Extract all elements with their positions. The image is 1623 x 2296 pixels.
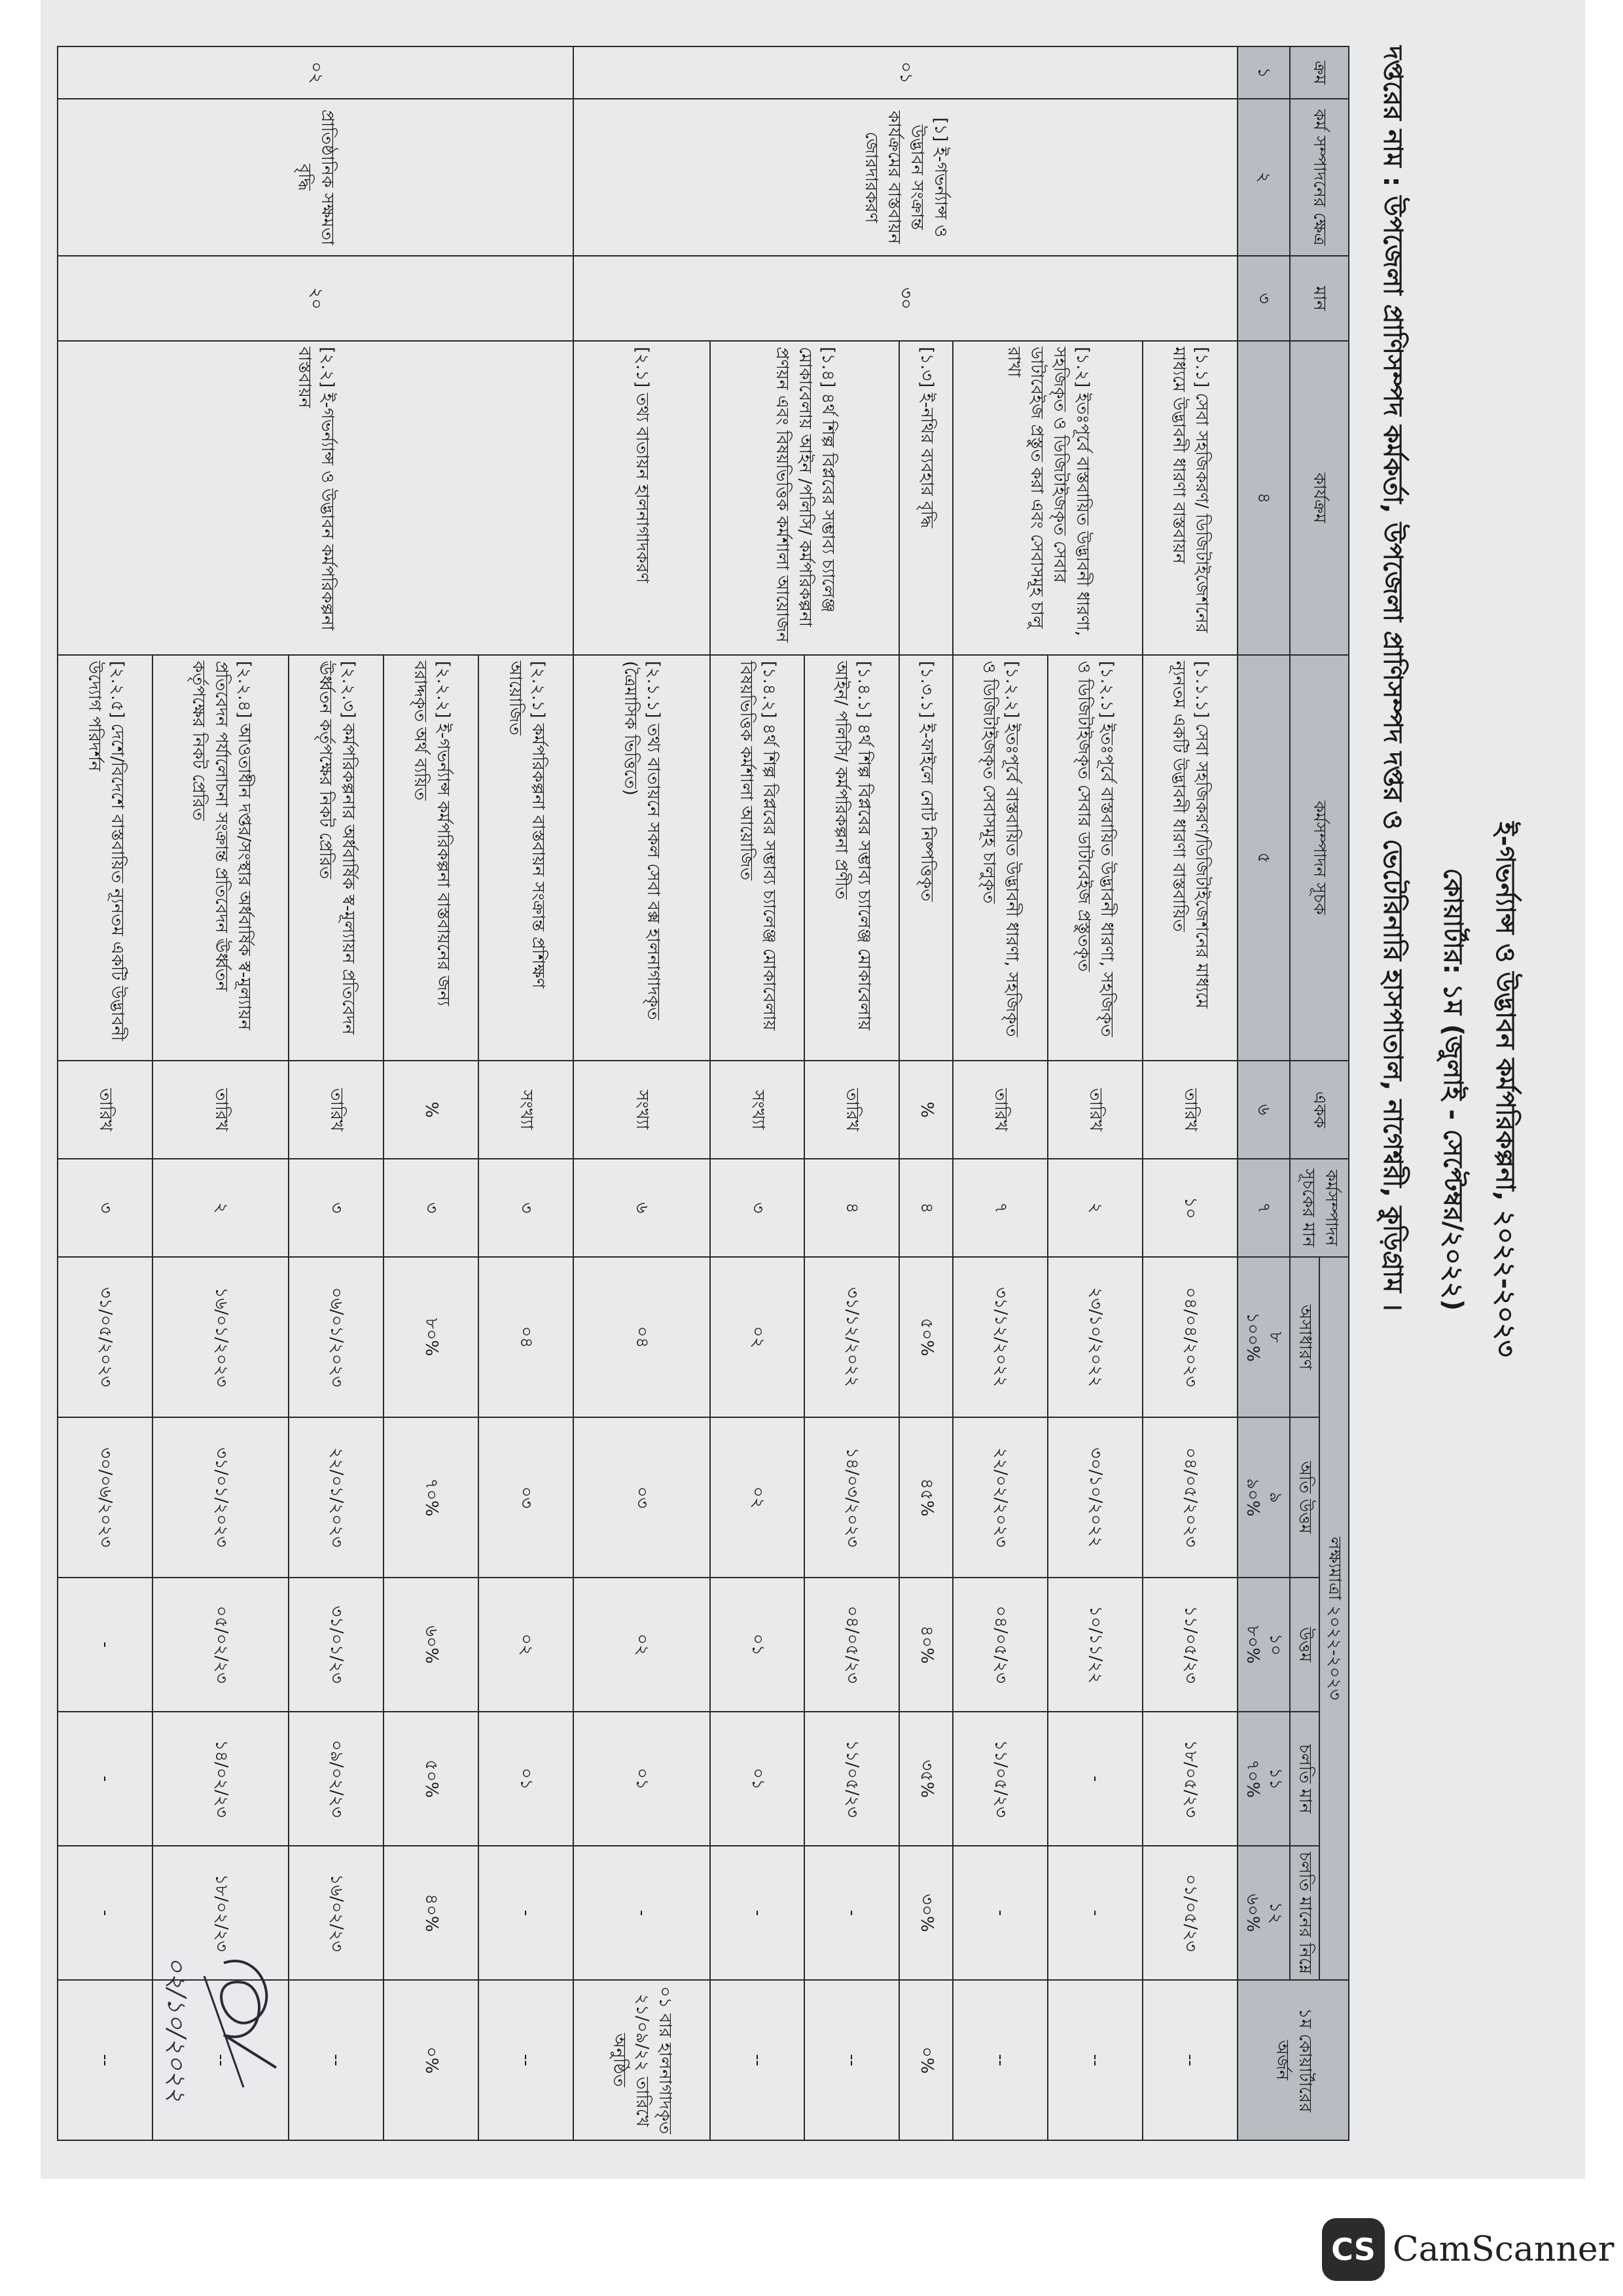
target-90: ৩১/০১/২০২৩ [152,1417,289,1578]
col-num: ৩ [1238,256,1290,341]
plan-title: ই-গভর্ন্যান্স ও উদ্ভাবন কর্মপরিকল্পনা, ২০২২-২০২৩ [1490,821,1520,1358]
col-num: ৫ [1238,655,1290,1061]
target-60: - [58,1846,152,1980]
indicator-cell: [১.২.১] ইতঃপূর্বে বাস্তবায়িত উদ্ভাবনী ধারণা, সহজিকৃত ও ডিজিটাইজকৃত সেবার ডাটাবেইজ প্রস্তুতকৃত [1048,655,1143,1061]
target-60: - [1048,1846,1143,1980]
target-80: ০৪/০৫/২৩ [804,1578,899,1712]
achievement-cell: -- [289,1980,383,2140]
weight-cell: ৭ [953,1159,1048,1257]
col-indicator: কর্মসম্পাদন সূচক [1290,655,1349,1061]
unit-cell: % [383,1061,478,1159]
rotated-document [41,0,1585,2179]
target-60: - [953,1846,1048,1980]
signature-date: ০২/১০/২০২২ [162,1956,191,2103]
group-weight: ২০ [58,256,573,341]
officer-signature [145,1937,302,2133]
target-70: ১১/০৫/২৩ [953,1712,1048,1846]
target-80: ৬০% [383,1578,478,1712]
col-num: ৮ [1265,1332,1285,1343]
target-70: ১৪/০২/২৩ [152,1712,289,1846]
group-weight: ৩০ [573,256,1237,341]
target-100: ৫০% [899,1257,953,1417]
indicator-cell: [২.২.৩] কর্মপরিকল্পনার অর্ধবার্ষিক স্ব-মূল্যায়ন প্রতিবেদন ঊর্ধ্বতন কর্তৃপক্ষের নিকট প্রেরিত [289,655,383,1061]
col-num: ৯ [1265,1492,1285,1503]
target-90: ০৪/০৫/২০২৩ [1143,1417,1238,1578]
unit-cell: সংখ্যা [478,1061,573,1159]
achievement-cell: -- [1143,1980,1238,2140]
indicator-cell: [১.২.২] ইতঃপূর্বে বাস্তবায়িত উদ্ভাবনী ধারণা, সহজিকৃত ও ডিজিটাইজকৃত সেবাসমূহ চালুকৃত [953,655,1048,1061]
target-90: ৪৫% [899,1417,953,1578]
target-100: ০৪ [573,1257,709,1417]
target-70: ০১ [710,1712,805,1846]
achievement-cell: -- [152,1980,289,2140]
achievement-cell: -- [1048,1980,1143,2140]
pct-90 [1238,1417,1290,1578]
indicator-cell: [২.১.১] তথ্য বাতায়নে সকল সেবা বক্স হালনাগাদকৃত (ত্রৈমাসিক ভিত্তিতে) [573,655,709,1061]
action-plan-table [57,46,1349,2141]
col-poor: চলতি মানের নিম্নে [1290,1846,1319,1980]
target-90: ১৪/০৩/২০২৩ [804,1417,899,1578]
weight-cell: ৩ [478,1159,573,1257]
target-90: ০২ [710,1417,805,1578]
col-num: ৭ [1238,1159,1290,1257]
weight-cell: ২ [152,1159,289,1257]
weight-cell: ৩ [710,1159,805,1257]
target-70: ৩৫% [899,1712,953,1846]
table-row [573,46,709,2140]
weight-cell: ৩ [383,1159,478,1257]
target-90: ৭০% [383,1417,478,1578]
pct-label: ৭০% [1242,1759,1262,1798]
target-100: ০২ [710,1257,805,1417]
pct-label: ৮০% [1242,1625,1262,1664]
indicator-cell: [১.৩.১] ই-ফাইলে নোট নিষ্পত্তিকৃত [899,655,953,1061]
group-serial: ০২ [58,46,573,99]
indicator-cell: [১.৪.২] ৪র্থ শিল্প বিপ্লবের সম্ভাব্য চ্যালেঞ্জ মোকাবেলায় বিষয়ভিত্তিক কর্মশালা আয়োজিত [710,655,805,1061]
achievement-cell: -- [953,1980,1048,2140]
pct-80 [1238,1578,1290,1712]
target-80: ১১/০৫/২৩ [1143,1578,1238,1712]
activity-cell: [১.২] ইতঃপূর্বে বাস্তবায়িত উদ্ভাবনী ধারণা, সহজিকৃত ও ডিজিটাইজকৃত সেবার ডাটাবেইজ প্রস্তুত করা এবং সেবাসমূহ চালু রাখা [953,341,1143,655]
col-fair: চলতি মান [1290,1712,1319,1846]
group-area: প্রাতিষ্ঠানিক সক্ষমতা বৃদ্ধি [58,99,573,256]
target-90: ৩০/১০/২০২২ [1048,1417,1143,1578]
activity-cell: [১.৪] ৪র্থ শিল্প বিপ্লবের সম্ভাব্য চ্যালেঞ্জ মোকাবেলায় আইন /পলিসি/ কর্মপরিকল্পনা প্রণয়ন এবং বিষয়ভিত্তিক কর্মশালা আয়োজন [710,341,900,655]
camscanner-logo-icon: CS [1322,2218,1385,2281]
unit-cell: তারিখ [804,1061,899,1159]
target-60: ০১/০৫/২৩ [1143,1846,1238,1980]
col-num: ১ [1238,46,1290,99]
col-num: ৪ [1238,341,1290,655]
target-90: ০৩ [573,1417,709,1578]
target-100: ৩১/১২/২০২২ [953,1257,1048,1417]
unit-cell: তারিখ [58,1061,152,1159]
unit-cell: তারিখ [953,1061,1048,1159]
col-serial: ক্রম [1290,46,1349,99]
office-name: দপ্তরের নাম : উপজেলা প্রাণিসম্পদ কর্মকর্তা, উপজেলা প্রাণিসম্পদ দপ্তর ও ভেটেরিনারি হাসপাতাল, নাগেশ্বরী, কুড়িগ্রাম । [1378,46,1408,1311]
col-indicator-weight: কর্মসম্পাদন সূচকের মান [1290,1159,1349,1257]
group-serial: ০১ [573,46,1237,99]
target-80: - [58,1578,152,1712]
weight-cell: ৩ [58,1159,152,1257]
indicator-cell: [১.১.১] সেবা সহজিকরণ/ডিজিটাইজেশনের মাধ্যমে ন্যূনতম একটি উদ্ভাবনী ধারণা বাস্তবায়িত [1143,655,1238,1061]
achievement-cell: ০% [899,1980,953,2140]
achievement-cell: ০% [383,1980,478,2140]
table-row [899,46,953,2140]
target-100: ৩১/০৫/২০২৩ [58,1257,152,1417]
col-good: উত্তম [1290,1578,1319,1712]
col-num: ১১ [1265,1767,1285,1790]
target-70: ০৯/০২/২৩ [289,1712,383,1846]
achievement-cell: -- [710,1980,805,2140]
pct-60 [1238,1846,1290,1980]
target-100: ০৪ [478,1257,573,1417]
target-100: ০৪/০৪/২০২৩ [1143,1257,1238,1417]
col-achievement: ১ম কোয়ার্টারের অর্জন [1238,1980,1349,2140]
target-60: - [478,1846,573,1980]
target-100: ৮০% [383,1257,478,1417]
target-80: ০১ [710,1578,805,1712]
table-row [1048,46,1143,2140]
target-80: ৩১/০১/২৩ [289,1578,383,1712]
table-row [804,46,899,2140]
achievement-cell: -- [804,1980,899,2140]
unit-cell: তারিখ [152,1061,289,1159]
target-80: ০২ [573,1578,709,1712]
target-100: ০৬/০১/২০২৩ [289,1257,383,1417]
achievement-cell: ০১ বার হালনাগাদকৃত ২১/০৯/২২ তারিখে অনুষ্ঠিত [573,1980,709,2140]
target-60: ৩০% [899,1846,953,1980]
target-60: - [573,1846,709,1980]
target-80: ০২ [478,1578,573,1712]
target-80: ০৫/০২/২৩ [152,1578,289,1712]
col-unit: একক [1290,1061,1349,1159]
col-num: ১২ [1265,1901,1285,1924]
target-70: - [1048,1712,1143,1846]
target-70: ১৮/০৫/২৩ [1143,1712,1238,1846]
target-60: ৪০% [383,1846,478,1980]
target-100: ৩১/১২/২০২২ [804,1257,899,1417]
camscanner-label: CamScanner [1393,2230,1614,2269]
unit-cell: তারিখ [1048,1061,1143,1159]
achievement-cell: -- [58,1980,152,2140]
target-60: - [710,1846,805,1980]
target-70: - [58,1712,152,1846]
target-100: ২৩/১০/২০২২ [1048,1257,1143,1417]
indicator-cell: [২.২.১] কর্মপরিকল্পনা বাস্তবায়ন সংক্রান্ত প্রশিক্ষণ আয়োজিত [478,655,573,1061]
pct-100 [1238,1257,1290,1417]
pct-label: ৬০% [1242,1894,1262,1932]
group-area: [১] ই-গভর্ন্যান্স ও উদ্ভাবন সংক্রান্ত কার্যক্রমের বাস্তবায়ন জোরদারকরণ [573,99,1237,256]
target-60: - [804,1846,899,1980]
col-weight: মান [1290,256,1349,341]
scanned-page [41,0,1585,2179]
unit-cell: তারিখ [289,1061,383,1159]
target-80: ১০/১১/২২ [1048,1578,1143,1712]
target-90: ০৩ [478,1417,573,1578]
target-70: ৫০% [383,1712,478,1846]
target-70: ১১/০৫/২৩ [804,1712,899,1846]
col-num: ৬ [1238,1061,1290,1159]
col-activity: কার্যক্রম [1290,341,1349,655]
indicator-cell: [১.৪.১] ৪র্থ শিল্প বিপ্লবের সম্ভাব্য চ্যালেঞ্জ মোকাবেলায় আইন/ পলিসি/ কর্মপরিকল্পনা প্রণীত [804,655,899,1061]
weight-cell: ৩ [289,1159,383,1257]
indicator-cell: [২.২.২] ই-গভর্ন্যান্স কর্মপরিকল্পনা বাস্তবায়নের জন্য বরাদ্দকৃত অর্থ ব্যয়িত [383,655,478,1061]
weight-cell: ২ [1048,1159,1143,1257]
achievement-cell: -- [478,1980,573,2140]
target-100: ১৬/০১/২০২৩ [152,1257,289,1417]
col-excellent: অসাধারণ [1290,1257,1319,1417]
target-60: ১৬/০২/২৩ [289,1846,383,1980]
indicator-cell: [২.২.৫] দেশে/বিদেশে বাস্তবায়িত ন্যূনতম একটি উদ্ভাবনী উদ্যোগ পরিদর্শন [58,655,152,1061]
col-area: কর্ম সম্পাদনের ক্ষেত্র [1290,99,1349,256]
weight-cell: ৬ [573,1159,709,1257]
target-90: ২২/০১/২০২৩ [289,1417,383,1578]
unit-cell: তারিখ [1143,1061,1238,1159]
unit-cell: সংখ্যা [710,1061,805,1159]
col-very-good: অতি উত্তম [1290,1417,1319,1578]
indicator-cell: [২.২.৪] আওতাধীন দপ্তর/সংস্থার অর্ধবার্ষিক স্ব-মূল্যায়ন প্রতিবেদন পর্যালোচনা সংক্রান্ত প্রতিবেদন ঊর্ধ্বতন কর্তৃপক্ষের নিকট প্রেরিত [152,655,289,1061]
target-60: ১৮/০২/২৩ [152,1846,289,1980]
target-80: ০৪/০৫/২৩ [953,1578,1048,1712]
target-70: ০১ [573,1712,709,1846]
activity-cell: [২.২] ই-গভর্ন্যান্স ও উদ্ভাবন কর্মপরিকল্পনা বাস্তবায়ন [58,341,573,655]
header-row-1 [1319,46,1349,2140]
target-70: ০১ [478,1712,573,1846]
weight-cell: ৪ [804,1159,899,1257]
weight-cell: ১০ [1143,1159,1238,1257]
activity-cell: [১.৩] ই-নথির ব্যবহার বৃদ্ধি [899,341,953,655]
table-row [1143,46,1238,2140]
col-num: ২ [1238,99,1290,256]
activity-cell: [২.১] তথ্য বাতায়ন হালনাগাদকরণ [573,341,709,655]
pct-label: ১০০% [1242,1312,1262,1362]
col-num: ১০ [1265,1633,1285,1656]
target-90: ৩০/০৬/২০২৩ [58,1417,152,1578]
unit-cell: সংখ্যা [573,1061,709,1159]
pct-label: ৯০% [1242,1478,1262,1517]
pct-70 [1238,1712,1290,1846]
table-row [478,46,573,2140]
unit-cell: % [899,1061,953,1159]
activity-cell: [১.১] সেবা সহজিকরণ/ ডিজিটাইজেশনের মাধ্যমে উদ্ভাবনী ধারণা বাস্তবায়ন [1143,341,1238,655]
target-80: ৪০% [899,1578,953,1712]
col-target-group: লক্ষ্যমাত্রা ২০২২-২০২৩ [1319,1257,1349,1980]
quarter-title: কোয়ার্টার: ১ম (জুলাই - সেপ্টেম্বর/২০২২) [1438,868,1468,1311]
header-row-3 [1238,46,1290,2140]
weight-cell: ৪ [899,1159,953,1257]
target-90: ২২/০২/২০২৩ [953,1417,1048,1578]
